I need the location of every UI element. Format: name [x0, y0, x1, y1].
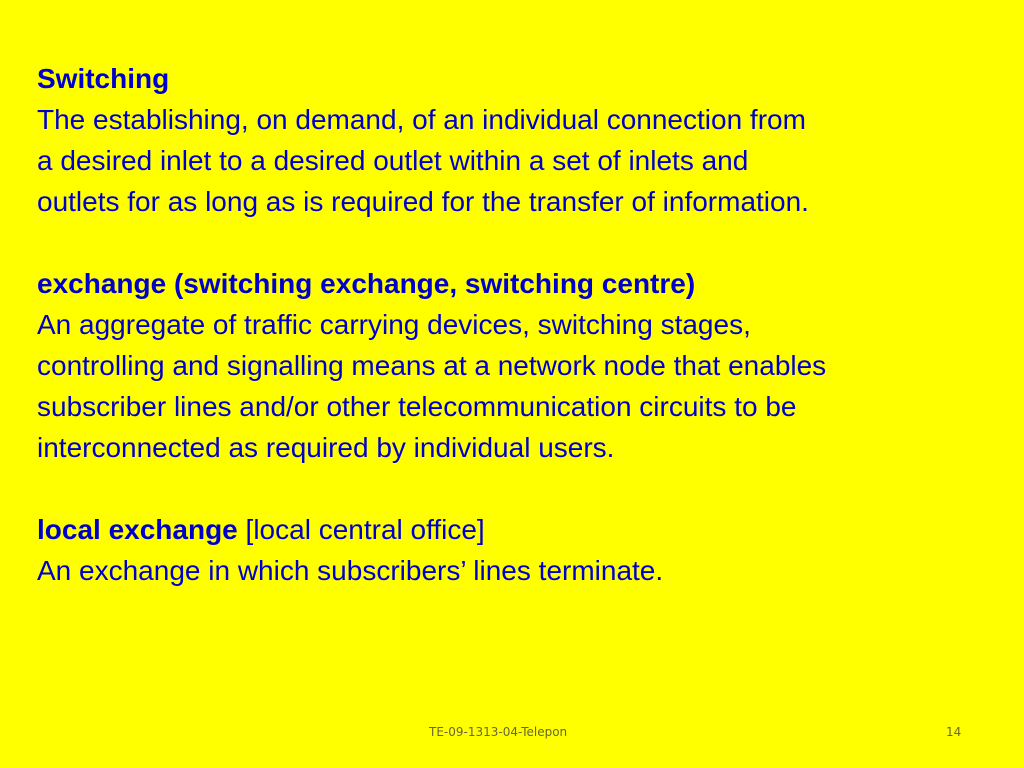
page-number: 14 — [946, 725, 962, 739]
term-heading: local exchange — [37, 514, 238, 545]
term-heading: Switching — [37, 63, 170, 94]
definition-line: outlets for as long as is required for the transfer of information. — [37, 186, 809, 217]
definition-line: controlling and signalling means at a network node that enables — [37, 350, 827, 381]
term-heading-line — [37, 509, 1012, 550]
definition-local-exchange — [37, 509, 1012, 591]
slide-content — [37, 58, 1012, 591]
definition-line: interconnected as required by individual users. — [37, 432, 615, 463]
definition-line: The establishing, on demand, of an individual connection from — [37, 104, 806, 135]
paragraph-spacer — [37, 468, 1012, 509]
term-heading: exchange (switching exchange, switching centre) — [37, 268, 696, 299]
definition-switching — [37, 58, 1012, 222]
definition-line: An aggregate of traffic carrying devices, switching stages, — [37, 309, 751, 340]
term-suffix: [local central office] — [237, 514, 485, 545]
definition-line: a desired inlet to a desired outlet within a set of inlets and — [37, 145, 749, 176]
definition-line: subscriber lines and/or other telecommunication circuits to be — [37, 391, 797, 422]
definition-exchange — [37, 263, 1012, 468]
paragraph-spacer — [37, 222, 1012, 263]
footer-label: TE-09-1313-04-Telepon — [429, 725, 568, 739]
definition-line: An exchange in which subscribers’ lines terminate. — [37, 555, 664, 586]
